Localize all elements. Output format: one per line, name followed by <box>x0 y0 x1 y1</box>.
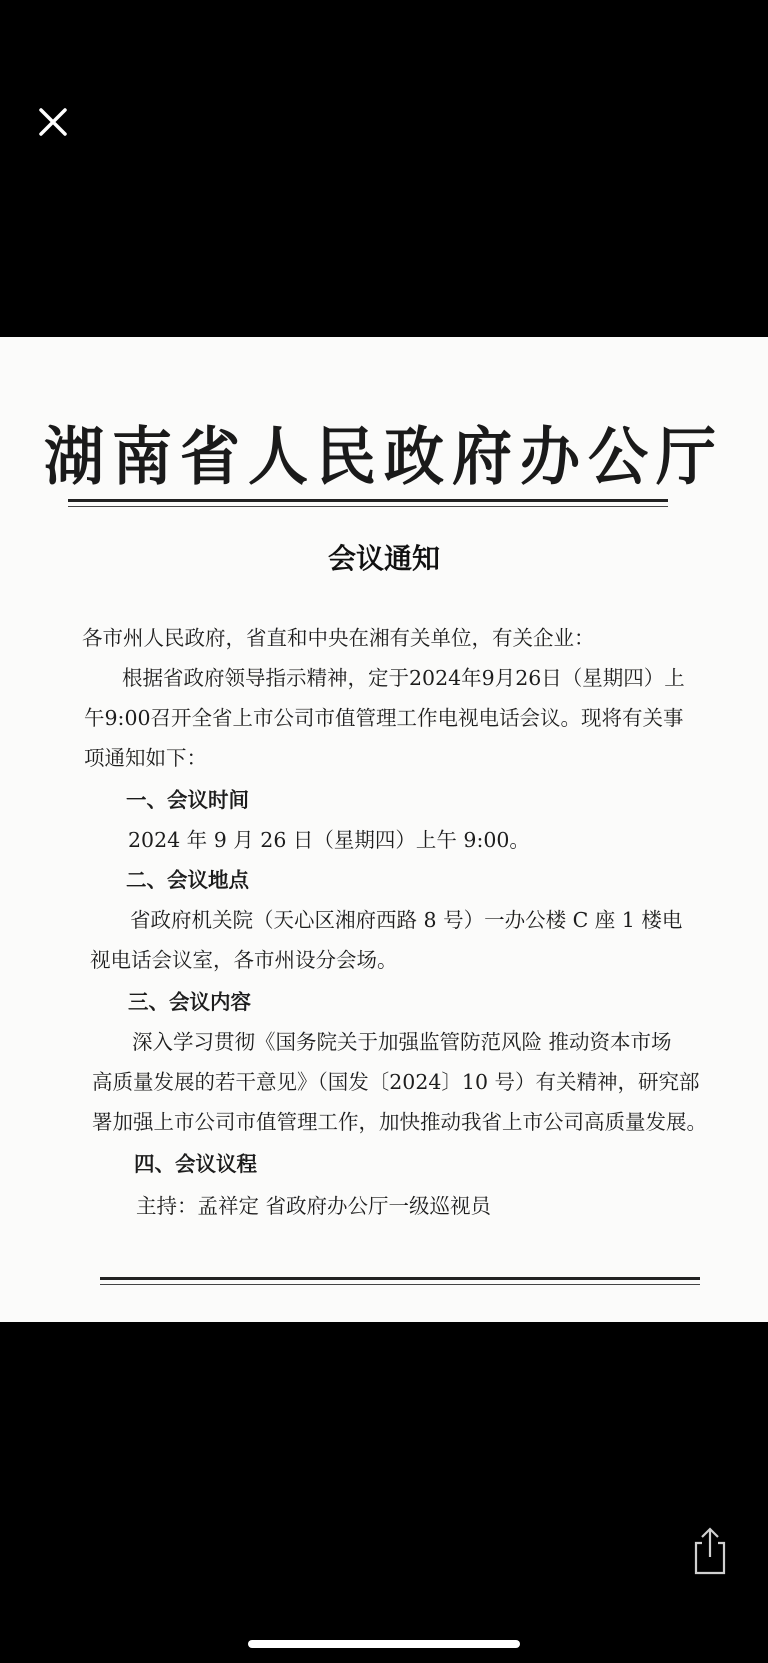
body-line: 高质量发展的若干意见》（国发〔2024〕10 号）有关精神，研究部 <box>92 1070 700 1094</box>
document-header: 湖南省人民政府办公厅 <box>44 420 724 494</box>
body-line: 项通知如下： <box>84 746 207 770</box>
close-icon <box>33 102 73 142</box>
body-line: 深入学习贯彻《国务院关于加强监管防范风险 推动资本市场 <box>132 1030 672 1054</box>
header-rule-thin <box>68 506 668 507</box>
body-line: 署加强上市公司市值管理工作，加快推动我省上市公司高质量发展。 <box>92 1110 707 1134</box>
body-line: 主持：孟祥定 省政府办公厅一级巡视员 <box>136 1194 492 1218</box>
section-heading: 三、会议内容 <box>128 990 251 1014</box>
header-rule <box>68 499 668 502</box>
body-line: 省政府机关院（天心区湘府西路 8 号）一办公楼 C 座 1 楼电 <box>130 908 683 932</box>
section-heading: 二、会议地点 <box>126 868 249 892</box>
section-heading: 一、会议时间 <box>126 788 249 812</box>
body-line: 午9:00召开全省上市公司市值管理工作电视电话会议。现将有关事 <box>84 706 684 730</box>
footer-rule <box>100 1277 700 1280</box>
notice-title: 会议通知 <box>327 542 440 575</box>
body-line: 根据省政府领导指示精神，定于2024年9月26日（星期四）上 <box>122 666 685 690</box>
home-indicator[interactable] <box>248 1640 520 1648</box>
share-button[interactable] <box>690 1525 730 1577</box>
body-line: 各市州人民政府，省直和中央在湘有关单位，有关企业： <box>82 626 595 650</box>
close-button[interactable] <box>33 102 73 142</box>
footer-rule-thin <box>100 1284 700 1285</box>
document-image <box>0 337 768 1322</box>
share-icon <box>690 1525 730 1577</box>
section-heading: 四、会议议程 <box>134 1152 257 1176</box>
body-line: 2024 年 9 月 26 日（星期四）上午 9:00。 <box>128 828 530 852</box>
body-line: 视电话会议室，各市州设分会场。 <box>90 948 398 972</box>
